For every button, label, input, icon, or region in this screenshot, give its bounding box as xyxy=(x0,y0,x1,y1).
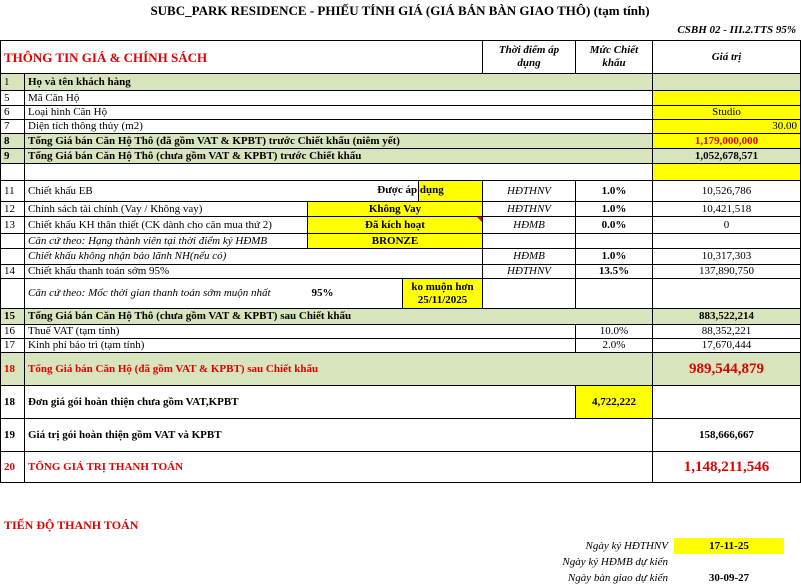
table-row xyxy=(1,217,801,234)
contract-date-label: Ngày ký HĐTHNV xyxy=(585,540,668,552)
apartment-code-label: Mã Căn Hộ xyxy=(25,91,653,106)
table-row xyxy=(1,74,801,91)
table-row xyxy=(1,149,801,164)
table-row xyxy=(1,106,801,120)
row-number: 1 xyxy=(1,74,25,91)
table-row xyxy=(1,339,801,353)
document-code: CSBH 02 - III.2.TTS 95% xyxy=(677,24,796,36)
loyal-discount-label: Chiết khấu KH thân thiết (CK dành cho căn mua thứ 2) xyxy=(25,217,308,234)
page-title: SUBC_PARK RESIDENCE - PHIẾU TÍNH GIÁ (GIÁ BÁN BÀN GIAO THÔ) (tạm tính) xyxy=(150,3,650,18)
row-number: 16 xyxy=(1,325,25,339)
loyal-discount-time: HĐMB xyxy=(483,217,576,234)
handover-date-label: Ngày bàn giao dự kiến xyxy=(567,572,668,584)
row-number: 18 xyxy=(1,386,25,419)
early-payment-discount-label: Chiết khấu thanh toán sớm 95% xyxy=(25,265,483,279)
maintenance-fee-label: Kinh phí bảo trì (tạm tính) xyxy=(25,339,576,353)
row-number: 6 xyxy=(1,106,25,120)
handover-date-value[interactable]: 30-09-27 xyxy=(708,572,750,584)
finance-policy-rate: 1.0% xyxy=(576,202,653,217)
table-row xyxy=(1,353,801,386)
customer-name-field[interactable] xyxy=(653,74,801,91)
discount-level-header: Mức Chiết khấu xyxy=(576,41,653,74)
table-header-row xyxy=(1,41,801,74)
finance-policy-value: 10,421,518 xyxy=(653,202,801,217)
sales-contract-date-label: Ngày ký HĐMB dự kiến xyxy=(562,556,668,568)
total-price-after-discount-value: 989,544,879 xyxy=(653,353,801,386)
table-row-blank xyxy=(1,164,801,181)
listed-price-label: Tổng Giá bán Căn Hộ Thô (đã gồm VAT & KPBT) trước Chiết khấu (niêm yết) xyxy=(25,134,653,149)
price-table xyxy=(0,40,801,483)
row-number: 20 xyxy=(1,452,25,483)
apartment-type-field[interactable]: Studio xyxy=(653,106,801,120)
row-number: 11 xyxy=(1,181,25,202)
total-price-after-discount-label: Tổng Giá bán Căn Hộ (đã gồm VAT & KPBT) sau Chiết khấu xyxy=(25,353,653,386)
membership-tier[interactable]: BRONZE xyxy=(308,234,483,249)
price-after-discount-label: Tổng Giá bán Căn Hộ Thô (chưa gồm VAT & KPBT) sau Chiết khấu xyxy=(25,309,653,325)
eb-discount-status[interactable]: Được áp dụng xyxy=(419,181,483,202)
row-number: 14 xyxy=(1,265,25,279)
row-number: 12 xyxy=(1,202,25,217)
row-number: 19 xyxy=(1,419,25,452)
customer-name-label: Họ và tên khách hàng xyxy=(25,74,653,91)
early-payment-basis-label: Căn cứ theo: Mốc thời gian thanh toán sớm muộn nhất xyxy=(25,279,308,309)
finance-policy-status[interactable]: Không Vay xyxy=(308,202,483,217)
eb-discount-label: Chiết khấu EB xyxy=(25,181,419,202)
schedule-row xyxy=(0,570,800,586)
row-number: 13 xyxy=(1,217,25,234)
row-number: 17 xyxy=(1,339,25,353)
finishing-unit-price-label: Đơn giá gói hoàn thiện chưa gồm VAT,KPBT xyxy=(25,386,576,419)
no-guarantee-discount-label: Chiết khấu không nhận bảo lãnh NH(nếu có) xyxy=(25,249,483,265)
table-row xyxy=(1,249,801,265)
finishing-unit-price-total xyxy=(653,386,801,419)
table-row xyxy=(1,120,801,134)
area-field[interactable]: 30.00 xyxy=(653,120,801,134)
maintenance-fee-value: 17,670,444 xyxy=(653,339,801,353)
table-row xyxy=(1,386,801,419)
loyal-discount-status[interactable]: Đã kích hoạt xyxy=(308,217,483,234)
time-applied-header: Thời điểm áp dụng xyxy=(483,41,576,74)
row-number: 8 xyxy=(1,134,25,149)
no-guarantee-discount-rate: 1.0% xyxy=(576,249,653,265)
schedule-row xyxy=(0,554,800,570)
table-row xyxy=(1,419,801,452)
table-row xyxy=(1,134,801,149)
table-row xyxy=(1,279,801,309)
no-guarantee-discount-value: 10,317,303 xyxy=(653,249,801,265)
listed-price-value: 1,179,000,000 xyxy=(653,134,801,149)
vat-label: Thuế VAT (tạm tính) xyxy=(25,325,576,339)
apartment-type-label: Loại hình Căn Hộ xyxy=(25,106,653,120)
price-after-discount-value: 883,522,214 xyxy=(653,309,801,325)
payment-schedule-title: TIẾN ĐỘ THANH TOÁN xyxy=(4,518,139,532)
finishing-package-label: Giá trị gói hoàn thiện gồm VAT và KPBT xyxy=(25,419,653,452)
apartment-code-field[interactable] xyxy=(653,91,801,106)
vat-value: 88,352,221 xyxy=(653,325,801,339)
table-row xyxy=(1,309,801,325)
row-number: 9 xyxy=(1,149,25,164)
early-payment-discount-value: 137,890,750 xyxy=(653,265,801,279)
eb-discount-value: 10,526,786 xyxy=(653,181,801,202)
finance-policy-label: Chính sách tài chính (Vay / Không vay) xyxy=(25,202,308,217)
table-row xyxy=(1,202,801,217)
table-row xyxy=(1,265,801,279)
loyal-discount-value: 0 xyxy=(653,217,801,234)
area-label: Diện tích thông thủy (m2) xyxy=(25,120,653,134)
finance-policy-time: HĐTHNV xyxy=(483,202,576,217)
early-payment-discount-rate: 13.5% xyxy=(576,265,653,279)
early-payment-percent: 95% xyxy=(308,279,403,309)
row-number: 5 xyxy=(1,91,25,106)
eb-discount-time: HĐTHNV xyxy=(483,181,576,202)
section-header: THÔNG TIN GIÁ & CHÍNH SÁCH xyxy=(1,41,483,74)
table-row xyxy=(1,91,801,106)
table-row xyxy=(1,452,801,483)
grand-total-value: 1,148,211,546 xyxy=(653,452,801,483)
row-number: 7 xyxy=(1,120,25,134)
table-row xyxy=(1,181,801,202)
blank-highlight-cell xyxy=(653,164,801,181)
early-payment-discount-time: HĐTHNV xyxy=(483,265,576,279)
row-number: 15 xyxy=(1,309,25,325)
grand-total-label: TỔNG GIÁ TRỊ THANH TOÁN xyxy=(25,452,653,483)
price-before-discount-value: 1,052,678,571 xyxy=(653,149,801,164)
value-header: Giá trị xyxy=(653,41,801,74)
vat-rate: 10.0% xyxy=(576,325,653,339)
finishing-package-value: 158,666,667 xyxy=(653,419,801,452)
schedule-row xyxy=(0,538,800,554)
table-row xyxy=(1,234,801,249)
table-row xyxy=(1,325,801,339)
contract-date-value[interactable]: 17-11-25 xyxy=(674,538,784,554)
no-guarantee-discount-time: HĐMB xyxy=(483,249,576,265)
membership-basis-label: Căn cứ theo: Hạng thành viên tại thời điểm ký HĐMB xyxy=(25,234,308,249)
eb-discount-rate: 1.0% xyxy=(576,181,653,202)
row-number: 18 xyxy=(1,353,25,386)
finishing-unit-price-value[interactable]: 4,722,222 xyxy=(576,386,653,419)
loyal-discount-rate: 0.0% xyxy=(576,217,653,234)
maintenance-fee-rate: 2.0% xyxy=(576,339,653,353)
price-before-discount-label: Tổng Giá bán Căn Hộ Thô (chưa gồm VAT & KPBT) trước Chiết khấu xyxy=(25,149,653,164)
early-payment-deadline[interactable]: ko muộn hơn 25/11/2025 xyxy=(403,279,483,309)
